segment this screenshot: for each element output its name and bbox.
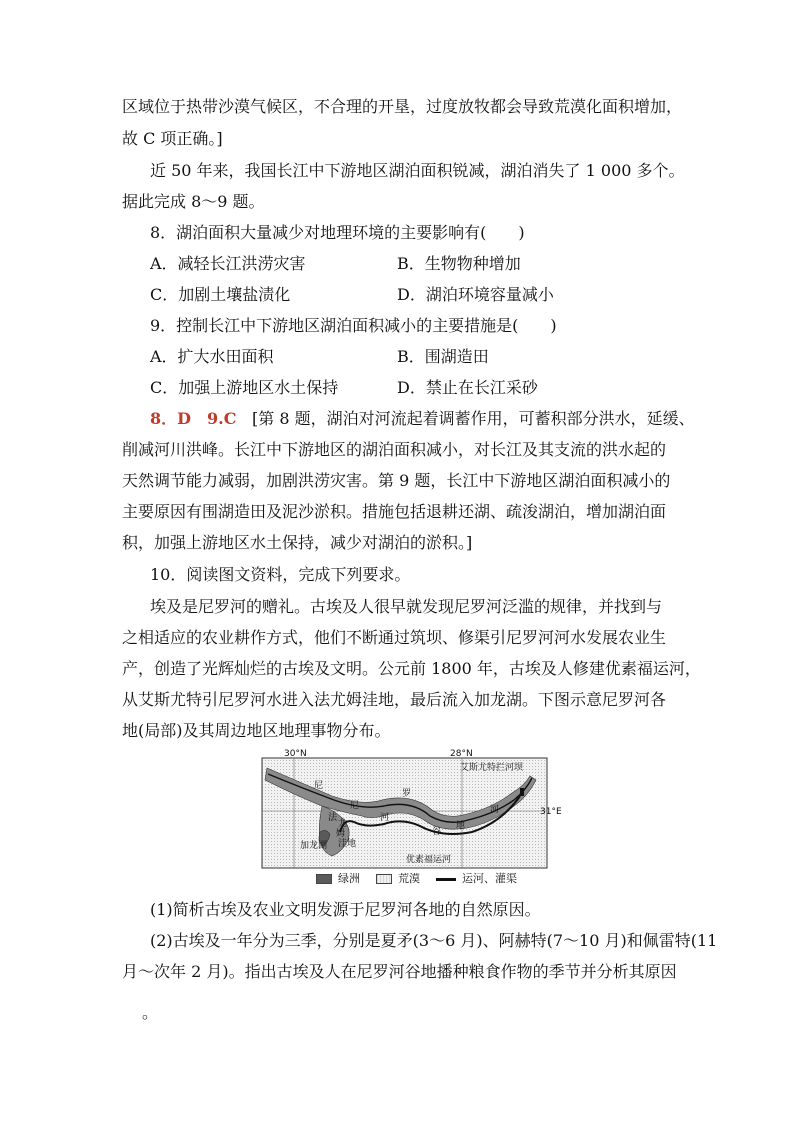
map-legend xyxy=(316,872,517,886)
map-label-faiyum-3: 姆 xyxy=(336,829,346,839)
legend-desert-swatch xyxy=(376,874,392,884)
map-label-canal: 优素福运河 xyxy=(406,855,452,865)
intro-line-2: 据此完成 8～9 题。 xyxy=(122,192,265,211)
map-label-dam: 艾斯尤特拦河坝 xyxy=(460,763,524,773)
map-label-faiyum-4: 洼地 xyxy=(338,839,357,849)
map-label-valley-3: 地 xyxy=(456,821,466,831)
map-label-nile-2: 尼 xyxy=(350,801,360,811)
nile-map-figure xyxy=(262,748,562,868)
q10-paragraph-line-5: 地(局部)及其周边地区地理事物分布。 xyxy=(122,721,391,740)
map-label-nile-3: 罗 xyxy=(402,789,412,799)
legend-desert-label: 荒漠 xyxy=(398,872,420,885)
q8-option-d: D．湖泊环境容量减小 xyxy=(397,285,554,304)
legend-canal-label: 运河、灌渠 xyxy=(462,872,517,885)
answer-line-3: 天然调节能力减弱，加剧洪涝灾害。第 9 题，长江中下游地区湖泊面积减小的 xyxy=(122,471,671,490)
assiut-dam-marker xyxy=(520,788,524,796)
q9-option-c: C．加强上游地区水土保持 xyxy=(150,378,339,397)
q8-option-a: A．减轻长江洪涝灾害 xyxy=(150,254,306,273)
q10-paragraph-line-1: 埃及是尼罗河的赠礼。古埃及人很早就发现尼罗河泛滥的规律，并找到与 xyxy=(150,597,663,616)
map-lon-left: 30°N xyxy=(284,749,307,759)
q10-sub-2-line-3: 。 xyxy=(142,1003,159,1022)
answer-line-5: 积，加强上游地区水土保持，减少对湖泊的淤积。] xyxy=(122,533,473,552)
q10-paragraph-line-2: 之相适应的农业耕作方式，他们不断通过筑坝、修渠引尼罗河河水发展农业生 xyxy=(122,628,667,647)
q10-paragraph-line-3: 产，创造了光辉灿烂的古埃及文明。公元前 1800 年，古埃及人修建优素福运河， xyxy=(122,659,701,678)
intro-line-1: 近 50 年来，我国长江中下游地区湖泊面积锐减，湖泊消失了 1 000 多个。 xyxy=(150,161,685,180)
map-lat-right: 31°E xyxy=(540,807,562,817)
map-label-lake: 加龙湖 xyxy=(300,841,328,851)
answer-line-4: 主要原因有围湖造田及泥沙淤积。措施包括退耕还湖、疏浚湖泊，增加湖泊面 xyxy=(122,502,667,521)
map-label-nile-4: 河 xyxy=(490,805,500,815)
legend-oasis-swatch xyxy=(316,874,332,884)
map-label-valley-1: 河 xyxy=(380,813,390,823)
answer-keys: 8．D 9.C xyxy=(150,409,237,428)
q10-paragraph-line-4: 从艾斯尤特引尼罗河水进入法尤姆洼地，最后流入加龙湖。下图示意尼罗河各 xyxy=(122,690,667,709)
q8-option-b: B．生物物种增加 xyxy=(397,254,521,273)
q10-stem: 10．阅读图文资料，完成下列要求。 xyxy=(150,565,411,584)
legend-oasis-label: 绿洲 xyxy=(338,872,360,885)
prev-explanation-line-1: 区域位于热带沙漠气候区，不合理的开垦，过度放牧都会导致荒漠化面积增加， xyxy=(122,97,683,116)
q9-stem: 9．控制长江中下游地区湖泊面积减小的主要措施是( ) xyxy=(150,316,557,335)
legend-canal-swatch xyxy=(436,878,456,881)
q9-option-d: D．禁止在长江采砂 xyxy=(397,378,538,397)
map-label-faiyum-1: 法 xyxy=(328,813,338,823)
map-label-faiyum-2: 尤 xyxy=(338,819,348,829)
map-label-nile-1: 尼 xyxy=(314,781,324,791)
map-label-valley-2: 谷 xyxy=(432,827,442,837)
q8-option-c: C．加剧土壤盐渍化 xyxy=(150,285,291,304)
q10-sub-1: (1)简析古埃及农业文明发源于尼罗河各地的自然原因。 xyxy=(150,900,541,919)
q10-sub-2-line-2: 月～次年 2 月)。指出古埃及人在尼罗河谷地播种粮食作物的季节并分析其原因 xyxy=(122,962,677,981)
q8-stem: 8．湖泊面积大量减少对地理环境的主要影响有( ) xyxy=(150,223,525,242)
q10-sub-2-line-1: (2)古埃及一年分为三季，分别是夏矛(3～6 月)、阿赫特(7～10 月)和佩雷特(11 xyxy=(150,931,718,950)
answer-line-2: 削减河川洪峰。长江中下游地区的湖泊面积减小，对长江及其支流的洪水起的 xyxy=(122,440,667,459)
q9-option-a: A．扩大水田面积 xyxy=(150,347,274,366)
answer-line-1: [第 8 题，湖泊对河流起着调蓄作用，可蓄积部分洪水，延缓、 xyxy=(252,409,695,428)
q9-option-b: B．围湖造田 xyxy=(397,347,489,366)
prev-explanation-line-2: 故 C 项正确。] xyxy=(122,129,223,148)
map-lon-right: 28°N xyxy=(450,749,473,759)
